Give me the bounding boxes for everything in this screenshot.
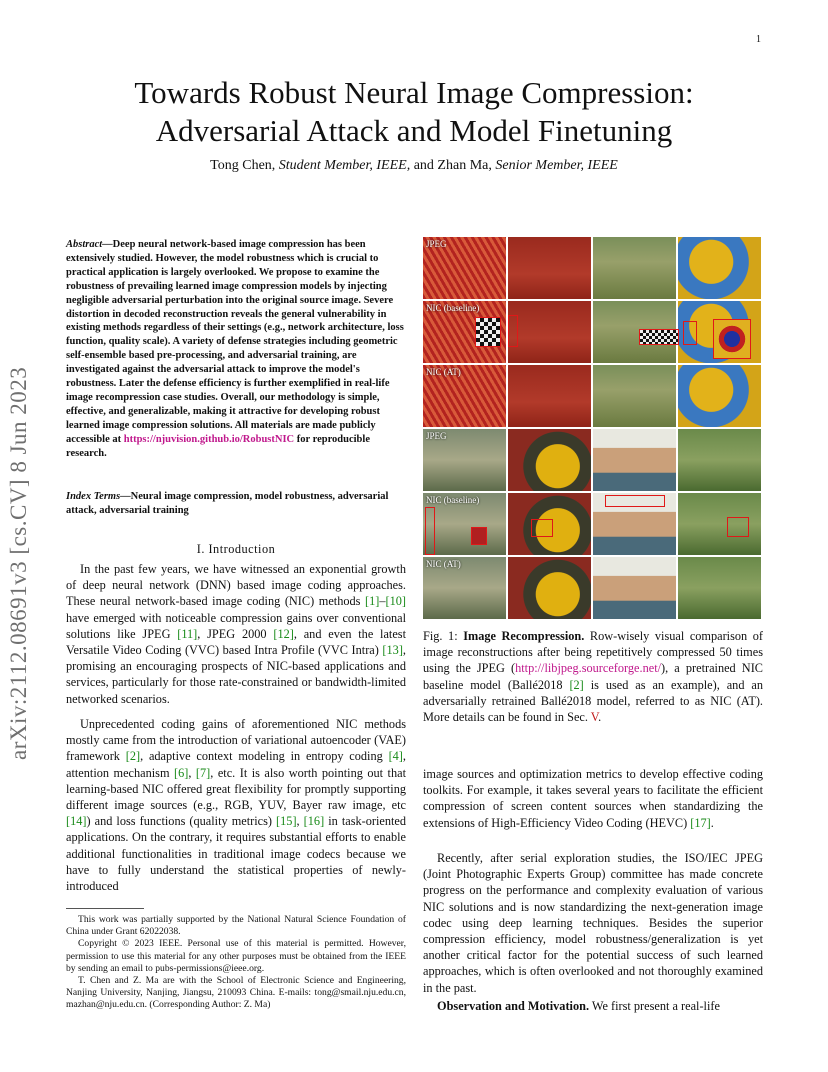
artifact-box <box>713 319 751 359</box>
intro-paragraph-1 <box>66 561 406 707</box>
figure-tile <box>593 365 676 427</box>
caption-text-3: is used as an example), and an adversarially retrained Ballé2018 model, referred to as NIC (AT). More details can be found in Sec. <box>423 677 764 725</box>
citation-link[interactable]: [10] <box>385 594 406 609</box>
motivation-heading: Observation and Motivation. <box>437 999 590 1013</box>
row-label-nic-at-2: NIC (AT) <box>426 559 461 569</box>
footnote-funding: This work was partially supported by the National Natural Science Foundation of China under Grant 62022038. <box>66 914 406 938</box>
row-label-nic-at-1: NIC (AT) <box>426 367 461 377</box>
paragraph-text: in task-oriented applications. On the contrary, it requires substantial efforts to enable additional functionalities in traditional image codecs because we have to fully understand the statistical properties of newly-introduced <box>66 814 407 894</box>
footnote-rule <box>66 908 144 909</box>
figure-tile <box>508 301 591 363</box>
intro-paragraph-2 <box>66 716 406 894</box>
citation-link[interactable]: [16] <box>303 814 325 829</box>
paragraph-text: In the past few years, we have witnessed an exponential growth of deep neural network (DNN) based image coding approaches. These neural network-based image coding (NIC) methods <box>66 562 406 609</box>
caption-lead: Fig. 1: <box>423 629 464 643</box>
caption-text-2: ), a pretrained NIC baseline model (Ballé2018 <box>423 661 763 692</box>
artifact-box <box>683 321 697 345</box>
citation-link[interactable]: [6] <box>174 765 189 780</box>
figure-tile <box>593 237 676 299</box>
paragraph-text: have emerged with noticeable compression gains over conventional solutions like JPEG <box>66 610 406 641</box>
figure-tile <box>508 557 591 619</box>
paragraph-text: – <box>379 594 386 609</box>
paragraph-text: , JPEG 2000 <box>197 626 274 641</box>
paragraph-text: , <box>296 814 304 829</box>
footnote-copyright: Copyright © 2023 IEEE. Personal use of this material is permitted. However, permission to use this material for any other purposes must be obtained from the IEEE by sending an email to pubs-permissions@ieee.org. <box>66 938 406 974</box>
artifact-box <box>425 507 435 555</box>
artifact-box <box>639 329 679 345</box>
figure-tile <box>593 429 676 491</box>
index-terms-text: —Neural image compression, model robustness, adversarial attack, adversarial training <box>66 491 389 516</box>
artifact-box <box>471 527 487 545</box>
arxiv-stamp: arXiv:2112.08691v3 [cs.CV] 8 Jun 2023 <box>6 366 31 760</box>
author-2-role: Senior Member, IEEE <box>495 158 618 173</box>
caption-text-1: Row-wisely visual comparison of image reconstructions after being repetitively compressed 50 times using the JPEG ( <box>423 629 763 676</box>
figure-1-caption <box>423 628 763 725</box>
citation-link[interactable]: [12] <box>273 626 294 641</box>
right-paragraph-2: Recently, after serial exploration studies, the ISO/IEC JPEG (Joint Photographic Experts Group) committee has made concrete progress on the performance and complexity evaluation of various NIC solutions and is now standardizing the next-generation image codec using deep learning techniques. Besides the superior compression efficiency, model robustness/generalization is yet another critical factor for the potential success of such learned approaches, which is often overlooked and not thoroughly examined in the past. <box>423 851 763 995</box>
citation-link[interactable]: [1] <box>365 594 380 609</box>
abstract-text: —Deep neural network-based image compression has been extensively studied. However, the model robustness which is crucial to practical application is largely overlooked. We propose to examine the robustness of prevailing learned image compression models by injecting negligible adversarial perturbation into the original source image. Severe distortion in decoded reconstruction reveals the general vulnerability in existing methods regardless of their settings (e.g., network architecture, loss function, quality scale). A variety of defense strategies including geometric self-ensemble based pre-processing, and adversarial training, are investigated against the adversarial attack to improve the model's robustness. Later the defense efficiency is further exemplified in real-life image recompression case studies. Overall, our methodology is simple, effective, and generalizable, making it attractive for developing robust learned image compression solutions. All materials are made publicly accessible at <box>66 239 404 445</box>
paragraph-text: , etc. It is also worth pointing out that learning-based NIC offered great flexibility for promptly supporting different image sources (e.g., RGB, YUV, Bayer raw image, etc <box>66 765 406 813</box>
index-terms-lead: Index Terms <box>66 491 121 502</box>
paragraph-text: , attention mechanism <box>66 749 406 780</box>
author-1-role: Student Member, IEEE, <box>278 158 411 173</box>
row-label-nic-baseline-2: NIC (baseline) <box>426 495 480 505</box>
figure-1-image-grid <box>423 237 763 621</box>
paragraph-text: , and even the latest Versatile Video Coding (VVC) based Intra Profile (VVC Intra) <box>66 626 407 658</box>
paragraph-text: , adaptive context modeling in entropy coding <box>140 749 389 764</box>
artifact-box <box>727 517 749 537</box>
motivation-text: We first present a real-life <box>589 999 720 1013</box>
artifact-box <box>531 519 553 537</box>
figure-tile <box>678 365 761 427</box>
index-terms <box>66 490 406 518</box>
libjpeg-link[interactable]: http://libjpeg.sourceforge.net/ <box>515 661 662 676</box>
artifact-box <box>605 495 665 507</box>
caption-bold: Image Recompression. <box>463 629 585 643</box>
citation-link[interactable]: [11] <box>177 626 198 641</box>
citation-link[interactable]: [2] <box>125 749 141 764</box>
row-label-jpeg-1: JPEG <box>426 239 447 249</box>
figure-tile <box>678 429 761 491</box>
title-line-1: Towards Robust Neural Image Compression: <box>134 75 694 110</box>
author-line <box>60 158 768 174</box>
artifact-box <box>475 317 501 347</box>
author-1: Tong Chen, <box>210 158 276 173</box>
caption-text-4: . <box>598 710 602 725</box>
title-line-2: Adversarial Attack and Model Finetuning <box>155 113 673 148</box>
figure-tile <box>678 237 761 299</box>
row-label-jpeg-2: JPEG <box>426 431 447 441</box>
citation-link[interactable]: [14] <box>66 814 87 829</box>
citation-link[interactable]: [7] <box>195 765 211 780</box>
artifact-box <box>508 315 518 347</box>
paragraph-text: ) and loss functions (quality metrics) <box>86 814 277 829</box>
author-2: and Zhan Ma, <box>413 158 492 173</box>
paragraph-text: , promising an encouraging prospects of NIC-based applications and services, particularly for those rate-constrained or bandwidth-limited networked scenarios. <box>66 643 406 706</box>
figure-tile <box>508 429 591 491</box>
figure-tile <box>508 365 591 427</box>
row-label-nic-baseline-1: NIC (baseline) <box>426 303 480 313</box>
figure-tile <box>508 237 591 299</box>
paragraph-text: , <box>188 765 196 780</box>
section-link[interactable]: V <box>590 710 599 725</box>
page-number: 1 <box>756 34 761 45</box>
right-paragraph-1 <box>423 766 763 831</box>
abstract-lead: Abstract <box>66 239 103 250</box>
paper-title <box>60 74 768 150</box>
right-paragraph-3 <box>423 998 763 1014</box>
footnote-affiliation: T. Chen and Z. Ma are with the School of Electronic Science and Engineering, Nanjing University, Nanjing, Jiangsu, 210093 China. E-mails: tong@smail.nju.edu.cn, mazhan@nju.edu.cn. (Corresponding Author: Z. Ma) <box>66 975 406 1011</box>
figure-tile <box>593 557 676 619</box>
citation-link[interactable]: [4] <box>388 749 403 764</box>
project-link[interactable]: https://njuvision.github.io/RobustNIC <box>123 433 295 445</box>
citation-link[interactable]: [15] <box>276 814 297 829</box>
citation-link[interactable]: [13] <box>382 643 403 658</box>
paragraph-text: . <box>710 815 714 830</box>
footnote <box>66 914 406 1012</box>
section-heading-intro: I. Introduction <box>196 542 276 556</box>
figure-tile <box>678 557 761 619</box>
paragraph-text: image sources and optimization metrics to develop effective coding toolkits. For example, it takes several years to facilitate the efficient compression of screen content sources when standardizing the extensions of High-Efficiency Video Coding (HEVC) <box>423 767 763 830</box>
paragraph-text: Unprecedented coding gains of aforementioned NIC methods mostly came from the introduction of variational autoencoder (VAE) framework <box>66 717 406 764</box>
abstract <box>66 238 406 461</box>
abstract-tail: for reproducible research. <box>66 433 370 459</box>
citation-link[interactable]: [17] <box>690 815 711 830</box>
citation-link[interactable]: [2] <box>569 677 584 692</box>
